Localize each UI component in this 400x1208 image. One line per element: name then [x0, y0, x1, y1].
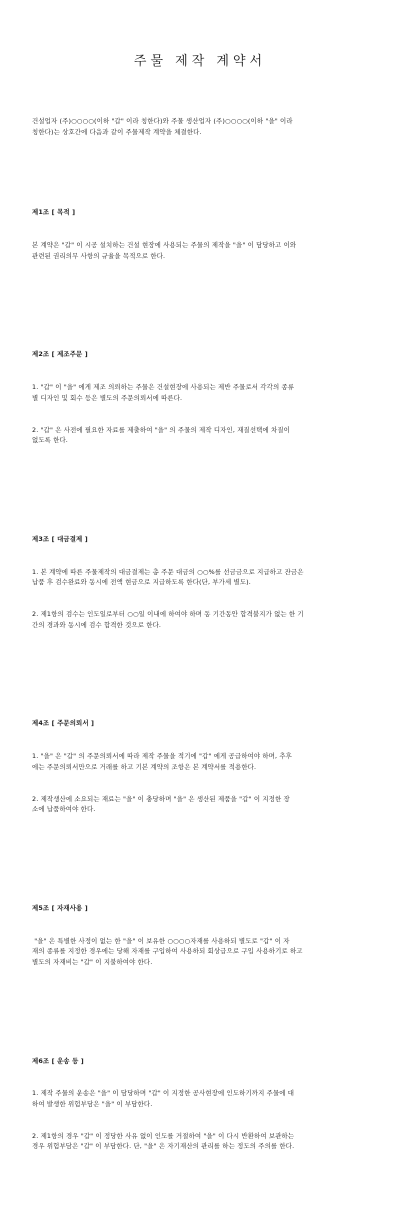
article-1	[32, 186, 370, 282]
article-4	[32, 697, 370, 836]
article-6	[32, 1035, 370, 1174]
article-paragraph: 2. "갑" 은 사전에 필요한 자료를 제출하여 "을" 의 주물의 제작 디자인, 재질선택에 차질이 없도록 한다.	[32, 425, 290, 445]
document-body	[32, 95, 370, 1208]
article-paragraph: "을" 은 특별한 사정이 없는 한 "을" 이 보유한 ○○○○자재를 사용하되 별도로 "갑" 이 자 재의 종류를 지정한 경우에는 당해 자재를 구입하여 사용하되 회상급으로 구입 사용하기로 하고 별도의 자재비는 "갑" 이 지불하여야 한다.	[32, 936, 303, 966]
article-3	[32, 513, 370, 652]
article-heading: 제2조 [ 제조주문 ]	[32, 350, 88, 359]
article-paragraph: 1. "갑" 이 "을" 에게 제조 의뢰하는 주물은 건설현장에 사용되는 제반 주물로서 각각의 종류 별 디자인 및 회수 등은 별도의 주문의뢰서에 따른다.	[32, 383, 295, 402]
article-heading: 제5조 [ 자재사용 ]	[32, 903, 88, 912]
article-paragraph: 2. 제1항의 경우 "갑" 이 정당한 사유 없이 인도를 거절하여 "을" 이 다시 반환하여 보관하는 경우 위험부담은 "갑" 이 부담한다. 단, "을" 은 자기재산의 관리를 하는 정도의 주의를 한다.	[32, 1131, 295, 1151]
article-2	[32, 328, 370, 467]
article-heading: 제1조 [ 목적 ]	[32, 208, 76, 217]
article-paragraph: 2. 제작생산에 소요되는 재료는 "을" 이 충당하며 "을" 은 생산된 제품을 "갑" 이 지정한 장 소에 납품하여야 한다.	[32, 794, 290, 814]
article-paragraph: 2. 제1항의 검수는 인도일로부터 ○○일 이내에 하여야 하며 동 기간동안 합격불지가 없는 한 기 간의 경과와 동시에 검수 합격한 것으로 한다.	[32, 610, 304, 629]
article-paragraph: 1. 본 계약에 따른 주물제작의 대금결제는 총 주문 대금의 ○○%를 선금금으로 지급하고 잔금은 납품 후 검수완료와 동시에 전액 현금으로 지급하도록 한다(단, 부가세 별도).	[32, 567, 304, 587]
article-paragraph: 1. "을" 은 "갑" 의 주문의뢰서에 따라 제작 주물을 적기에 "갑" 에게 공급하여야 하며, 추후 에는 주문의뢰서만으로 거래를 하고 기본 계약의 조항은 본 계약서를 적용한다.	[32, 752, 293, 771]
article-paragraph: 본 계약은 "갑" 이 시공 설치하는 건설 현장에 사용되는 주물의 제작을 "을" 이 담당하고 이와 관련된 권리의무 사항의 규율을 목적으로 한다.	[32, 241, 297, 260]
article-5	[32, 882, 370, 989]
article-paragraph: 1. 제작 주물의 운송은 "을" 이 담당하며 "갑" 이 지정한 공사현장에 인도하기까지 주물에 대 하여 발생한 위험부담은 "을" 이 부담한다.	[32, 1089, 295, 1109]
article-heading: 제4조 [ 주문의뢰서 ]	[32, 719, 95, 728]
intro-paragraph: 건설업자 (주)○○○○(이하 "갑" 이라 칭한다)와 주물 생산업자 (주)○○○○(이하 "을" 이라 칭한다)는 상호간에 다음과 같이 주물제작 계약을 체결한다.	[32, 117, 293, 136]
article-heading: 제6조 [ 운송 등 ]	[32, 1056, 84, 1065]
document-title: 주물 제작 계약서	[133, 54, 267, 69]
article-heading: 제3조 [ 대금결제 ]	[32, 534, 88, 543]
